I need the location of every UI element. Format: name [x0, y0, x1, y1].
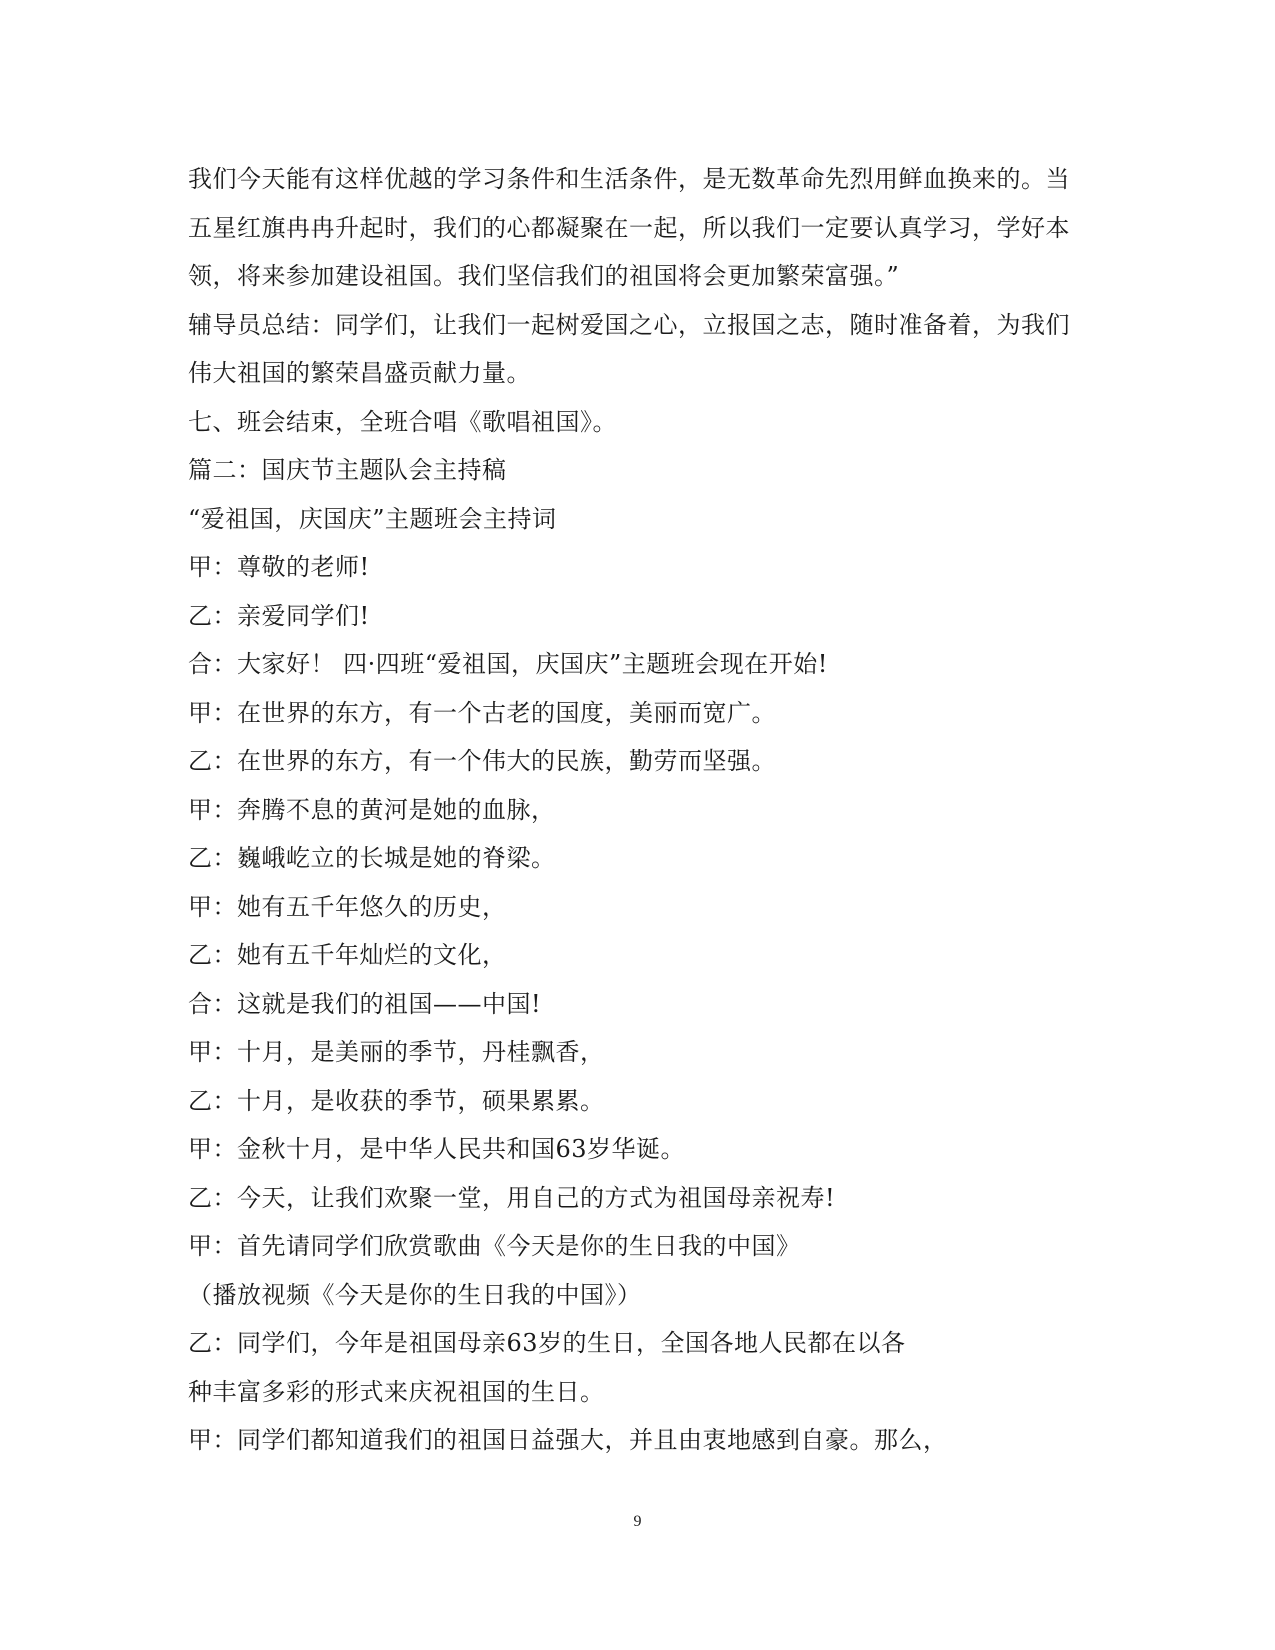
body-text: [188, 155, 1088, 1465]
dialogue-line: 甲：她有五千年悠久的历史，: [188, 892, 507, 921]
dialogue-line: 甲：尊敬的老师!: [188, 553, 370, 581]
text-line: 领，将来参加建设祖国。我们坚信我们的祖国将会更加繁荣富强。”: [188, 262, 900, 290]
section-heading: 篇二：国庆节主题队会主持稿: [188, 456, 507, 484]
dialogue-line: 甲：在世界的东方，有一个古老的国度，美丽而宽广。: [188, 698, 776, 727]
dialogue-line: 乙：她有五千年灿烂的文化，: [188, 941, 507, 969]
script-title: “爱祖国，庆国庆”主题班会主持词: [188, 504, 557, 533]
dialogue-line: 甲：十月，是美丽的季节，丹桂飘香，: [188, 1038, 605, 1066]
text-line: 辅导员总结：同学们，让我们一起树爱国之心，立报国之志，随时准备着，为我们: [188, 310, 1070, 339]
dialogue-line: 甲：金秋十月，是中华人民共和国63岁华诞。: [188, 1135, 686, 1163]
page-number: 9: [633, 1513, 642, 1530]
section-end-line: 七、班会结束，全班合唱《歌唱祖国》。: [188, 407, 617, 436]
text-line: 伟大祖国的繁荣昌盛贡献力量。: [188, 359, 531, 387]
dialogue-line: 乙：同学们，今年是祖国母亲63岁的生日，全国各地人民都在以各: [188, 1329, 906, 1357]
dialogue-line: 乙：今天，让我们欢聚一堂，用自己的方式为祖国母亲祝寿!: [188, 1183, 836, 1212]
dialogue-line: 合：这就是我们的祖国——中国!: [188, 989, 542, 1018]
dialogue-line: 乙：十月，是收获的季节，硕果累累。: [188, 1086, 605, 1115]
dialogue-line: 乙：亲爱同学们!: [188, 601, 370, 630]
dialogue-line: 甲：同学们都知道我们的祖国日益强大，并且由衷地感到自豪。那么，: [188, 1426, 948, 1454]
dialogue-line: 甲：首先请同学们欣赏歌曲《今天是你的生日我的中国》: [188, 1232, 801, 1260]
dialogue-line: 乙：在世界的东方，有一个伟大的民族，勤劳而坚强。: [188, 747, 776, 775]
dialogue-line: 甲：奔腾不息的黄河是她的血脉，: [188, 795, 556, 824]
text-line: 五星红旗冉冉升起时，我们的心都凝聚在一起，所以我们一定要认真学习，学好本: [188, 213, 1070, 242]
stage-direction: （播放视频《今天是你的生日我的中国》）: [188, 1280, 642, 1309]
dialogue-line: 合：大家好！ 四·四班“爱祖国，庆国庆”主题班会现在开始!: [188, 650, 828, 678]
dialogue-line: 种丰富多彩的形式来庆祝祖国的生日。: [188, 1377, 605, 1406]
dialogue-line: 乙：巍峨屹立的长城是她的脊梁。: [188, 844, 556, 872]
text-line: 我们今天能有这样优越的学习条件和生活条件，是无数革命先烈用鲜血换来的。当: [188, 165, 1070, 193]
